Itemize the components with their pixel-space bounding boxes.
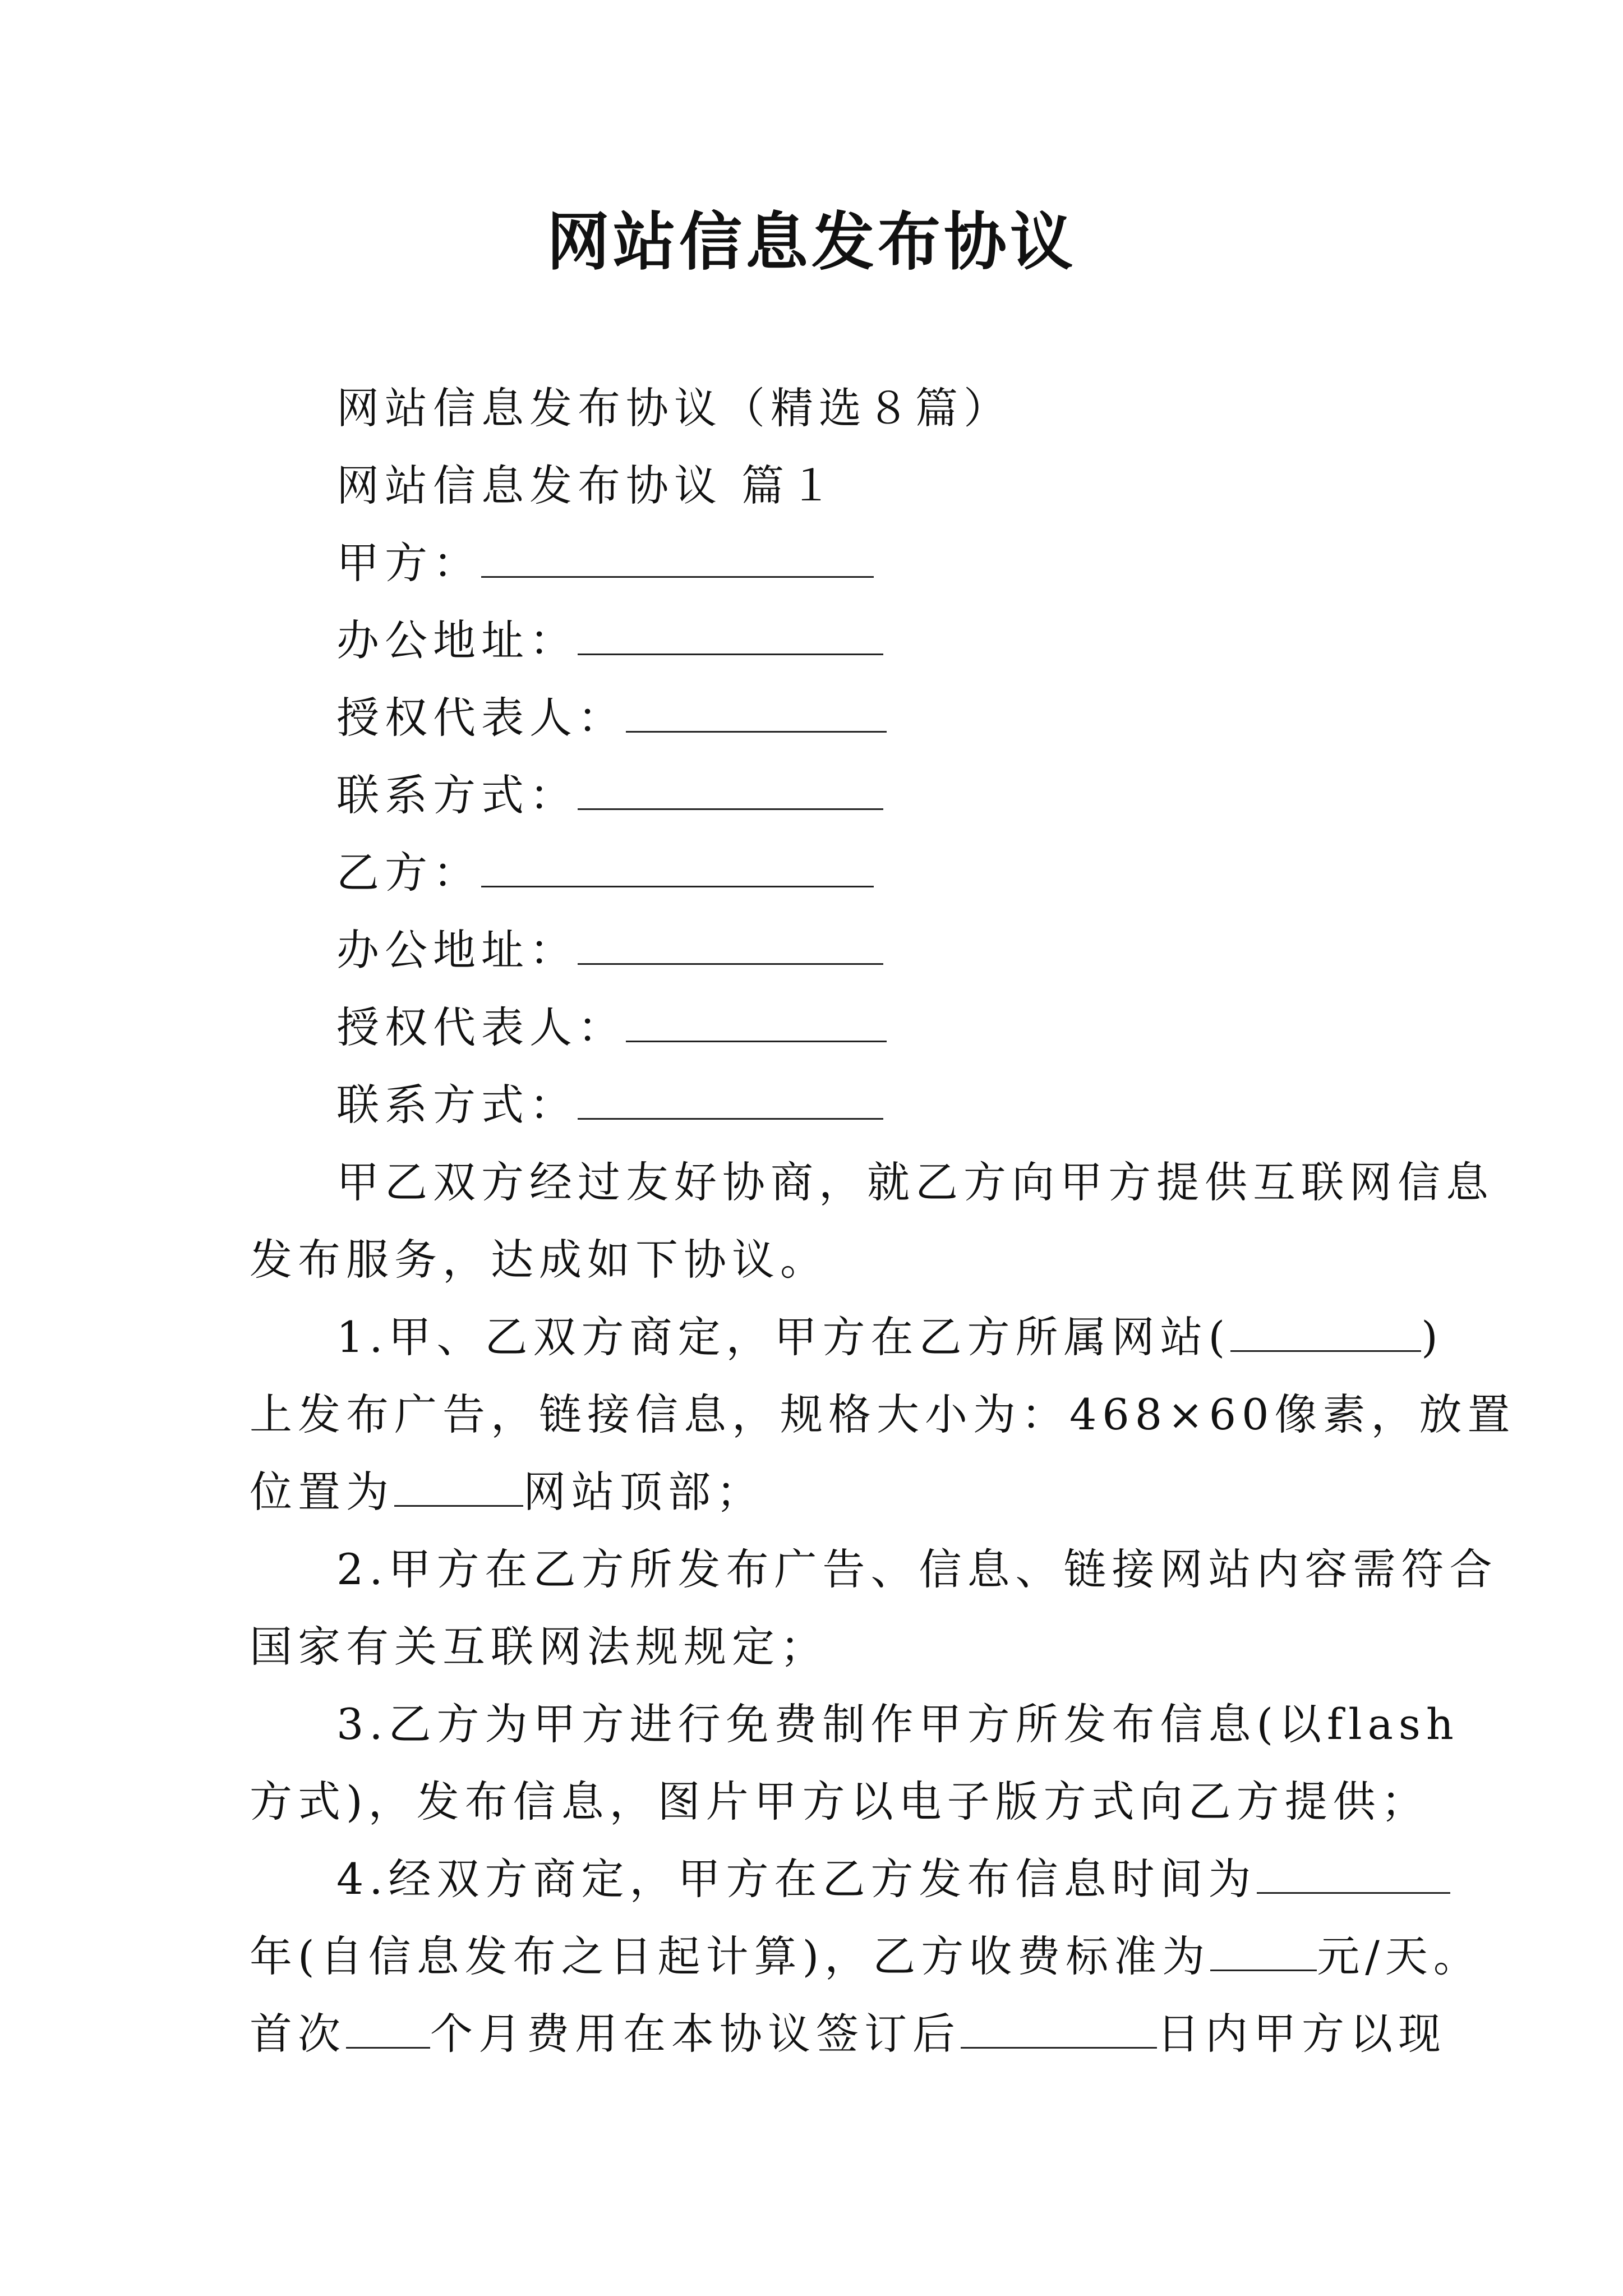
clause-3-text-b: 方式)，发布信息，图片甲方以电子版方式向乙方提供； xyxy=(250,1777,1430,1826)
website-name-blank xyxy=(1230,1310,1421,1352)
placement-blank xyxy=(394,1465,523,1507)
clause-1-text-b: ) xyxy=(1421,1312,1444,1362)
clause-2-text-a: 2.甲方在乙方所发布广告、信息、链接网站内容需符合 xyxy=(336,1544,1498,1594)
clause-1-text-e: 网站顶部； xyxy=(523,1467,764,1517)
preamble-text-1: 甲乙双方经过友好协商，就乙方向甲方提供互联网信息 xyxy=(336,1157,1494,1207)
clause-3-line-1 xyxy=(336,1693,1459,1756)
party-a-address-label: 办公地址： xyxy=(336,615,578,665)
section-heading-text: 网站信息发布协议 篇１ xyxy=(336,461,838,510)
party-b-contact-label: 联系方式： xyxy=(336,1080,578,1130)
party-b-representative-row xyxy=(336,996,887,1059)
party-a-address-blank xyxy=(578,613,883,655)
party-a-contact-blank xyxy=(578,768,883,810)
clause-1-line-1 xyxy=(336,1306,1444,1369)
clause-1-text-c: 上发布广告，链接信息，规格大小为：468×60像素，放置 xyxy=(250,1389,1516,1439)
party-a-blank xyxy=(481,536,874,578)
months-blank xyxy=(346,2007,430,2049)
party-b-contact-blank xyxy=(578,1078,883,1120)
clause-1-text-d: 位置为 xyxy=(250,1467,394,1517)
party-a-contact-row xyxy=(336,764,883,827)
clause-4-text-f: 日内甲方以现 xyxy=(1157,2009,1446,2059)
party-a-contact-label: 联系方式： xyxy=(336,770,578,820)
preamble-line-1 xyxy=(336,1151,1494,1214)
party-b-address-label: 办公地址： xyxy=(336,925,578,975)
duration-blank xyxy=(1257,1852,1450,1894)
clause-4-text-e: 个月费用在本协议签订后 xyxy=(430,2009,961,2059)
party-a-representative-row xyxy=(336,687,887,749)
days-blank xyxy=(961,2007,1157,2049)
party-b-blank xyxy=(481,845,874,887)
clause-3-line-2 xyxy=(250,1770,1430,1833)
party-b-representative-blank xyxy=(626,1000,887,1042)
party-b-label: 乙方： xyxy=(336,848,481,898)
clause-4-text-b: 年(自信息发布之日起计算)，乙方收费标准为 xyxy=(250,1931,1211,1981)
party-b-representative-label: 授权代表人： xyxy=(336,1002,626,1052)
clause-4-text-d: 首次 xyxy=(250,2009,346,2059)
party-b-contact-row xyxy=(336,1074,883,1137)
clause-4-line-3 xyxy=(250,2003,1446,2065)
party-a-label: 甲方： xyxy=(336,538,481,588)
clause-4-text-c: 元/天。 xyxy=(1317,1931,1482,1981)
clause-2-line-1 xyxy=(336,1538,1498,1601)
party-a-representative-blank xyxy=(626,691,887,733)
clause-2-line-2 xyxy=(250,1616,828,1678)
clause-4-text-a: 4.经双方商定，甲方在乙方发布信息时间为 xyxy=(336,1854,1257,1904)
fee-blank xyxy=(1210,1929,1317,1971)
clause-3-text-a: 3.乙方为甲方进行免费制作甲方所发布信息(以flash xyxy=(336,1699,1459,1749)
subtitle-text: 网站信息发布协议（精选８篇） xyxy=(336,383,1012,433)
preamble-line-2 xyxy=(250,1228,828,1291)
party-a-representative-label: 授权代表人： xyxy=(336,693,626,743)
party-a-label-row xyxy=(336,532,874,595)
party-b-address-blank xyxy=(578,923,883,965)
subtitle xyxy=(336,377,1012,440)
clause-1-line-3 xyxy=(250,1461,764,1524)
party-b-label-row xyxy=(336,841,874,904)
section-heading xyxy=(336,454,838,517)
party-b-address-row xyxy=(336,919,883,982)
clause-4-line-1 xyxy=(336,1848,1450,1911)
clause-1-line-2 xyxy=(250,1383,1515,1446)
clause-1-text-a: 1.甲、乙双方商定，甲方在乙方所属网站( xyxy=(336,1312,1231,1362)
clause-2-text-b: 国家有关互联网法规规定； xyxy=(250,1622,828,1672)
preamble-text-2: 发布服务，达成如下协议。 xyxy=(250,1235,828,1285)
document-title: 网站信息发布协议 xyxy=(547,205,1076,279)
clause-4-line-2 xyxy=(250,1925,1482,1988)
party-a-address-row xyxy=(336,609,883,672)
